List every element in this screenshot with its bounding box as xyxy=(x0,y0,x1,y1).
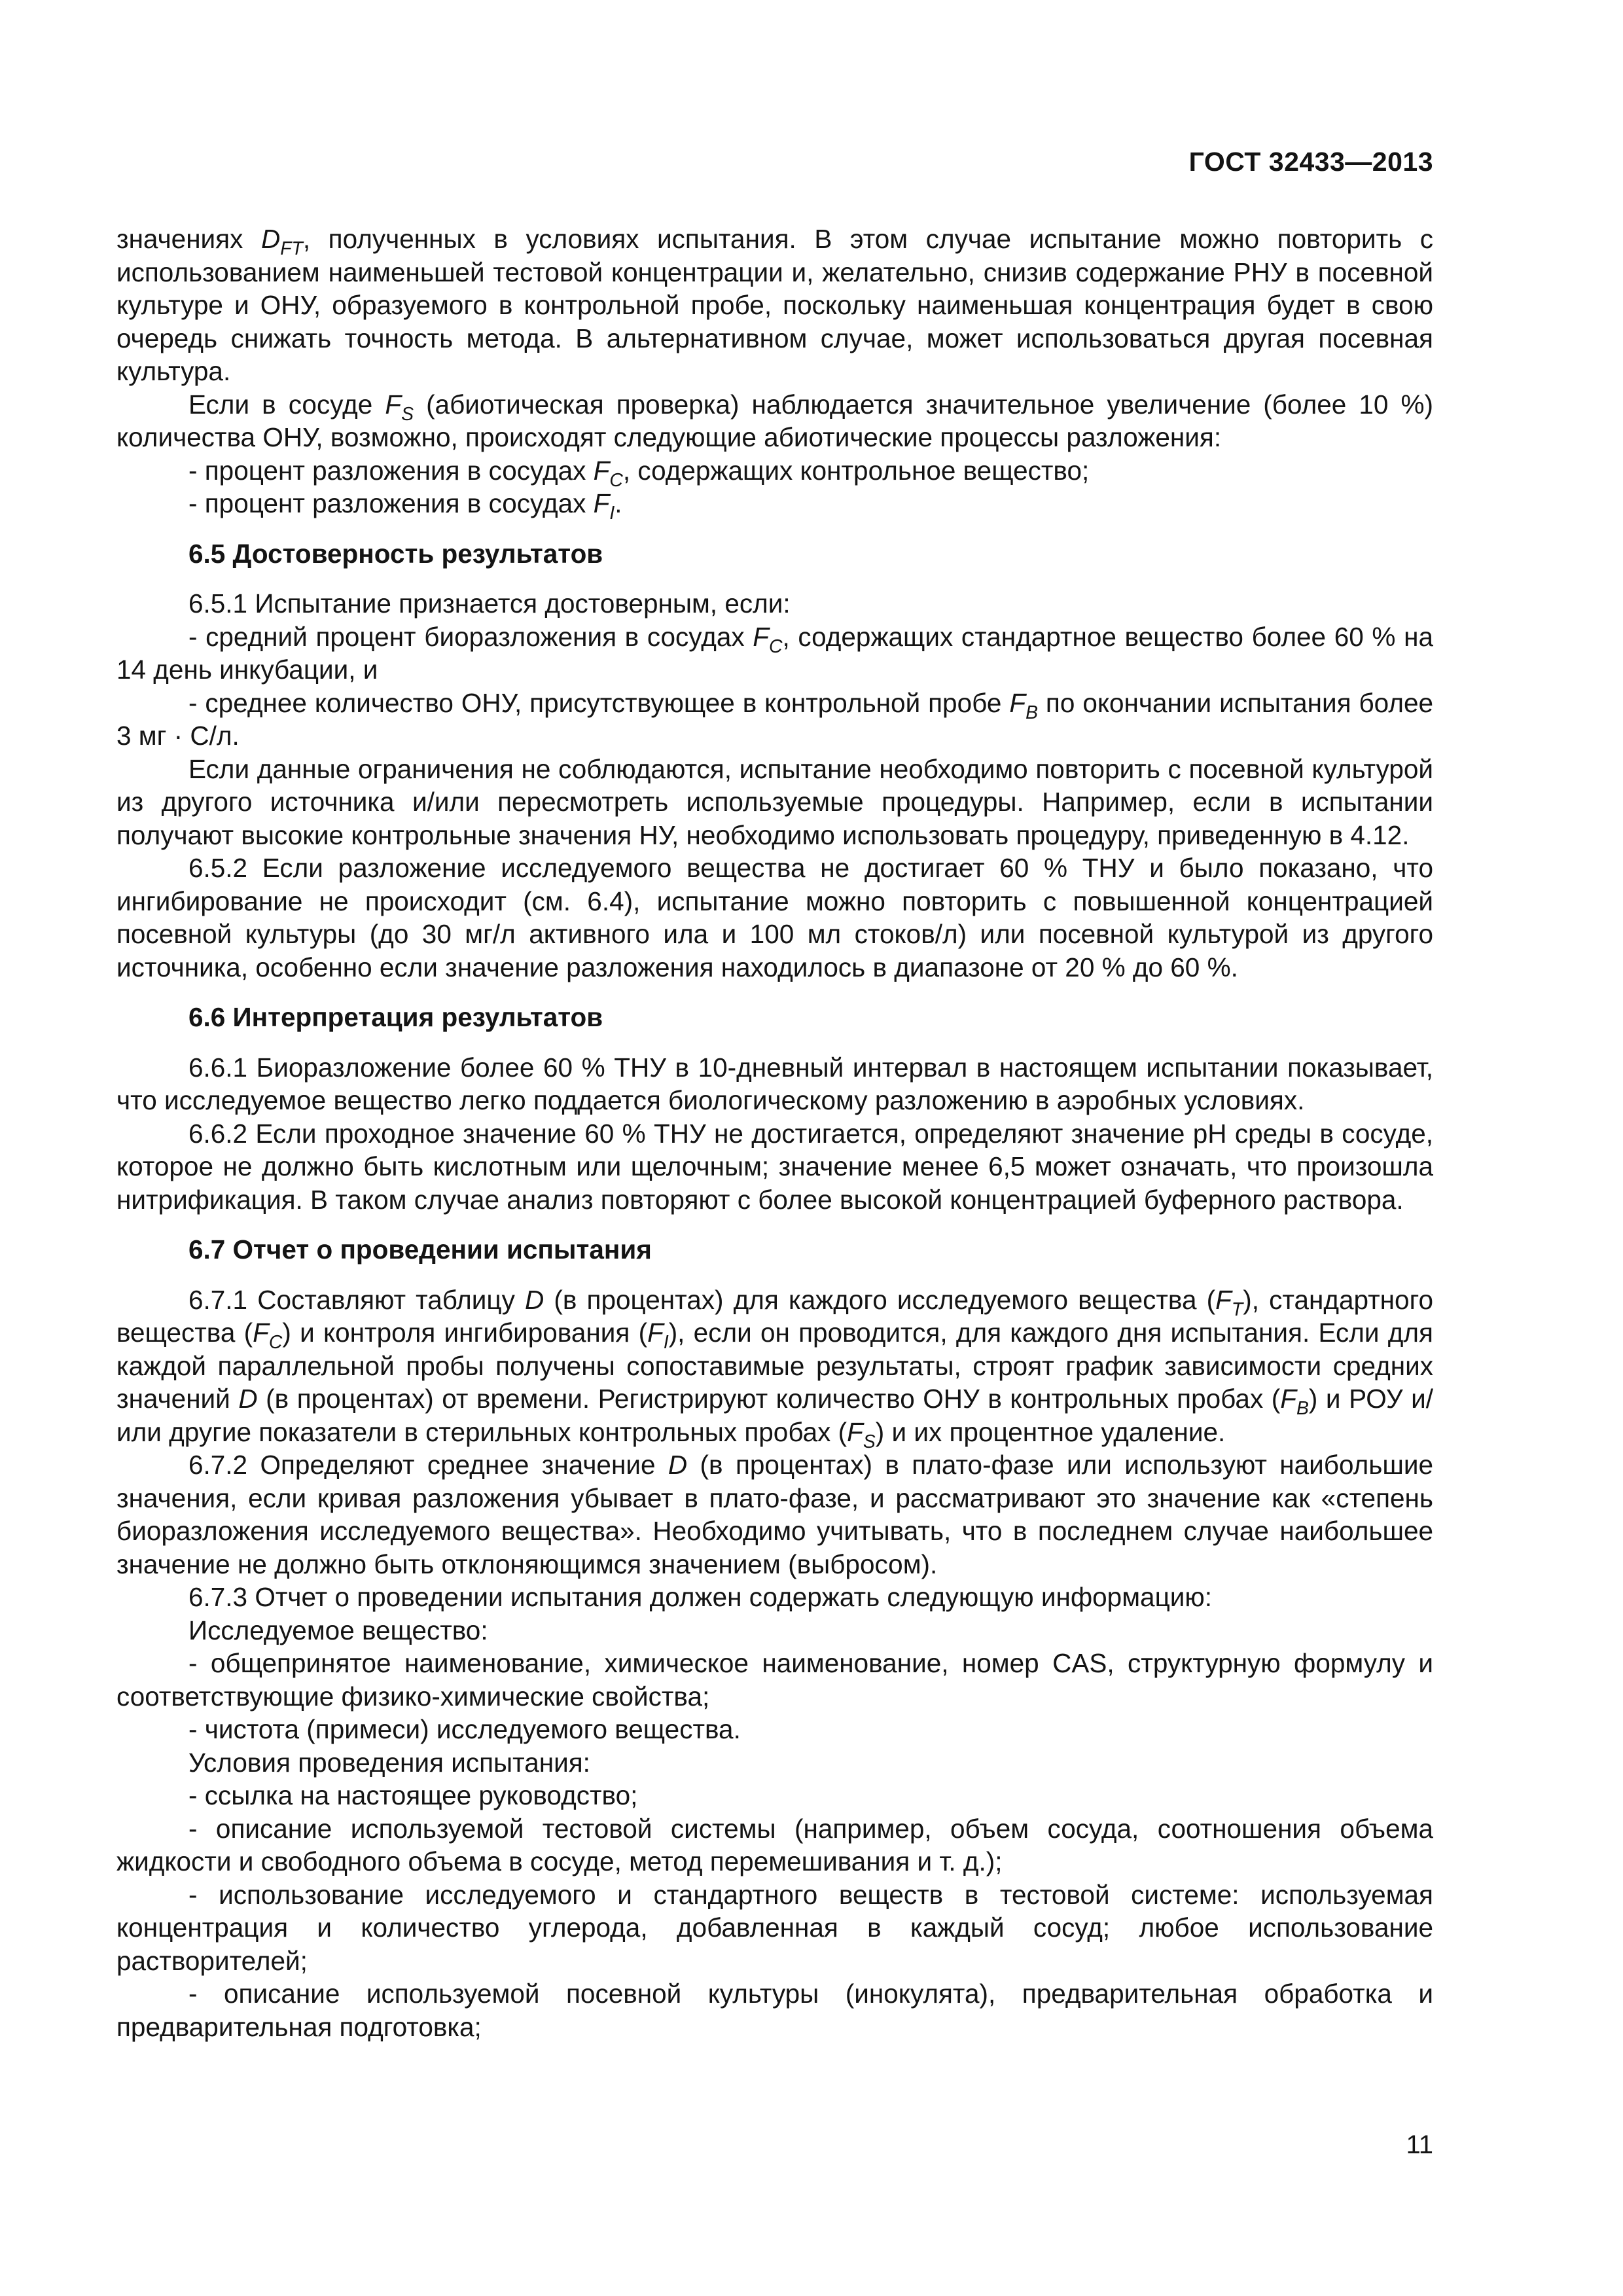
paragraph: 6.6.2 Если проходное значение 60 % ТНУ не достигается, определяют значение рН среды в сосуде, которое не должно быть кислотным или щелочным; значение менее 6,5 может означать, что произошла нитрификация. В таком случае анализ повторяют с более высокой концентрацией буферного раствора. xyxy=(116,1118,1433,1215)
list-item: - общепринятое наименование, химическое наименование, номер CAS, структурную формулу и соответствующие физико-химические свойства; xyxy=(116,1648,1433,1712)
list-item: - процент разложения в сосудах $F_I$. xyxy=(188,488,622,524)
list-item: - среднее количество ОНУ, присутствующее в контрольной пробе $F_B$ по окончании испытания более 3 мг · С/л. xyxy=(116,687,1433,751)
paragraph: 6.6.1 Биоразложение более 60 % ТНУ в 10-дневный интервал в настоящем испытании показывает, что исследуемое вещество легко поддается биологическому разложению в аэробных условиях. xyxy=(116,1052,1433,1115)
page-number: 11 xyxy=(1406,2130,1433,2159)
paragraph: 6.5.1 Испытание признается достоверным, если: xyxy=(188,588,791,619)
list-item: - использование исследуемого и стандартного веществ в тестовой системе: используемая концентрация и количество углерода, добавленная в каждый сосуд; любое использование растворителей; xyxy=(116,1879,1433,1976)
section-heading-6-7: 6.7 Отчет о проведении испытания xyxy=(188,1234,652,1265)
list-item: - процент разложения в сосудах $F_C$, содержащих контрольное вещество; xyxy=(188,455,1090,491)
list-item: - описание используемой тестовой системы (например, объем сосуда, соотношения объема жидкости и свободного объема в сосуде, метод перемешивания и т. д.); xyxy=(116,1813,1433,1876)
paragraph: Если в сосуде $F_S$ (абиотическая проверка) наблюдается значительное увеличение (более 10 %) количества ОНУ, возможно, происходят следующие абиотические процессы разложения: xyxy=(116,389,1433,452)
paragraph: 6.7.2 Определяют среднее значение D (в процентах) в плато-фазе или используют наибольшие значения, если кривая разложения убывает в плато-фазе, и рассматривают это значение как «степень биоразложения исследуемого вещества». Необходимо учитывать, что в последнем случае наибольшее значение не должно быть отклоняющимся значением (выбросом). xyxy=(116,1450,1433,1579)
list-item: - ссылка на настоящее руководство; xyxy=(188,1780,638,1810)
paragraph: Условия проведения испытания: xyxy=(188,1747,590,1778)
paragraph: значениях $D_{FT}$, полученных в условиях испытания. В этом случае испытание можно повторить с использованием наименьшей тестовой концентрации и, желательно, снизив содержание РНУ в посевной культуре и ОНУ, образуемого в контрольной пробе, поскольку наименьшая концентрация будет в свою очередь снижать точность метода. В альтернативном случае, может использоваться другая посевная культура. xyxy=(116,224,1433,386)
paragraph: 6.7.1 Составляют таблицу D (в процентах) для каждого исследуемого вещества $(F_T)$, стандартного вещества $(F_C)$ и контроля ингибирования $(F_I)$, если он проводится, для каждого дня испытания. Если для каждой параллельной пробы получены сопоставимые результаты, строят график зависимости средних значений D (в процентах) от времени. Регистрируют количество ОНУ в контрольных пробах $(F_B)$ и РОУ и/или другие показатели в стерильных контрольных пробах $(F_S)$ и их процентное удаление. xyxy=(116,1284,1433,1452)
list-item: - чистота (примеси) исследуемого вещества. xyxy=(188,1714,741,1744)
paragraph: 6.5.2 Если разложение исследуемого вещества не достигает 60 % ТНУ и было показано, что ингибирование не происходит (см. 6.4), испытание можно повторить с повышенной концентрацией посевной культуры (до 30 мг/л активного ила и 100 мл стоков/л) или посевной культурой из другого источника, особенно если значение разложения находилось в диапазоне от 20 % до 60 %. xyxy=(116,853,1433,982)
section-heading-6-5: 6.5 Достоверность результатов xyxy=(188,538,603,569)
paragraph: Исследуемое вещество: xyxy=(188,1615,488,1645)
list-item: - описание используемой посевной культуры (инокулята), предварительная обработка и предварительная подготовка; xyxy=(116,1979,1433,2042)
paragraph: Если данные ограничения не соблюдаются, испытание необходимо повторить с посевной культурой из другого источника и/или пересмотреть используемые процедуры. Например, если в испытании получают высокие контрольные значения НУ, необходимо использовать процедуру, приведенную в 4.12. xyxy=(116,753,1433,850)
document-code-header: ГОСТ 32433—2013 xyxy=(1188,147,1433,177)
section-heading-6-6: 6.6 Интерпретация результатов xyxy=(188,1002,603,1032)
document-body xyxy=(116,223,1433,2043)
list-item: - средний процент биоразложения в сосудах $F_C$, содержащих стандартное вещество более 60 % на 14 день инкубации, и xyxy=(116,621,1433,685)
paragraph: 6.7.3 Отчет о проведении испытания должен содержать следующую информацию: xyxy=(188,1582,1213,1612)
